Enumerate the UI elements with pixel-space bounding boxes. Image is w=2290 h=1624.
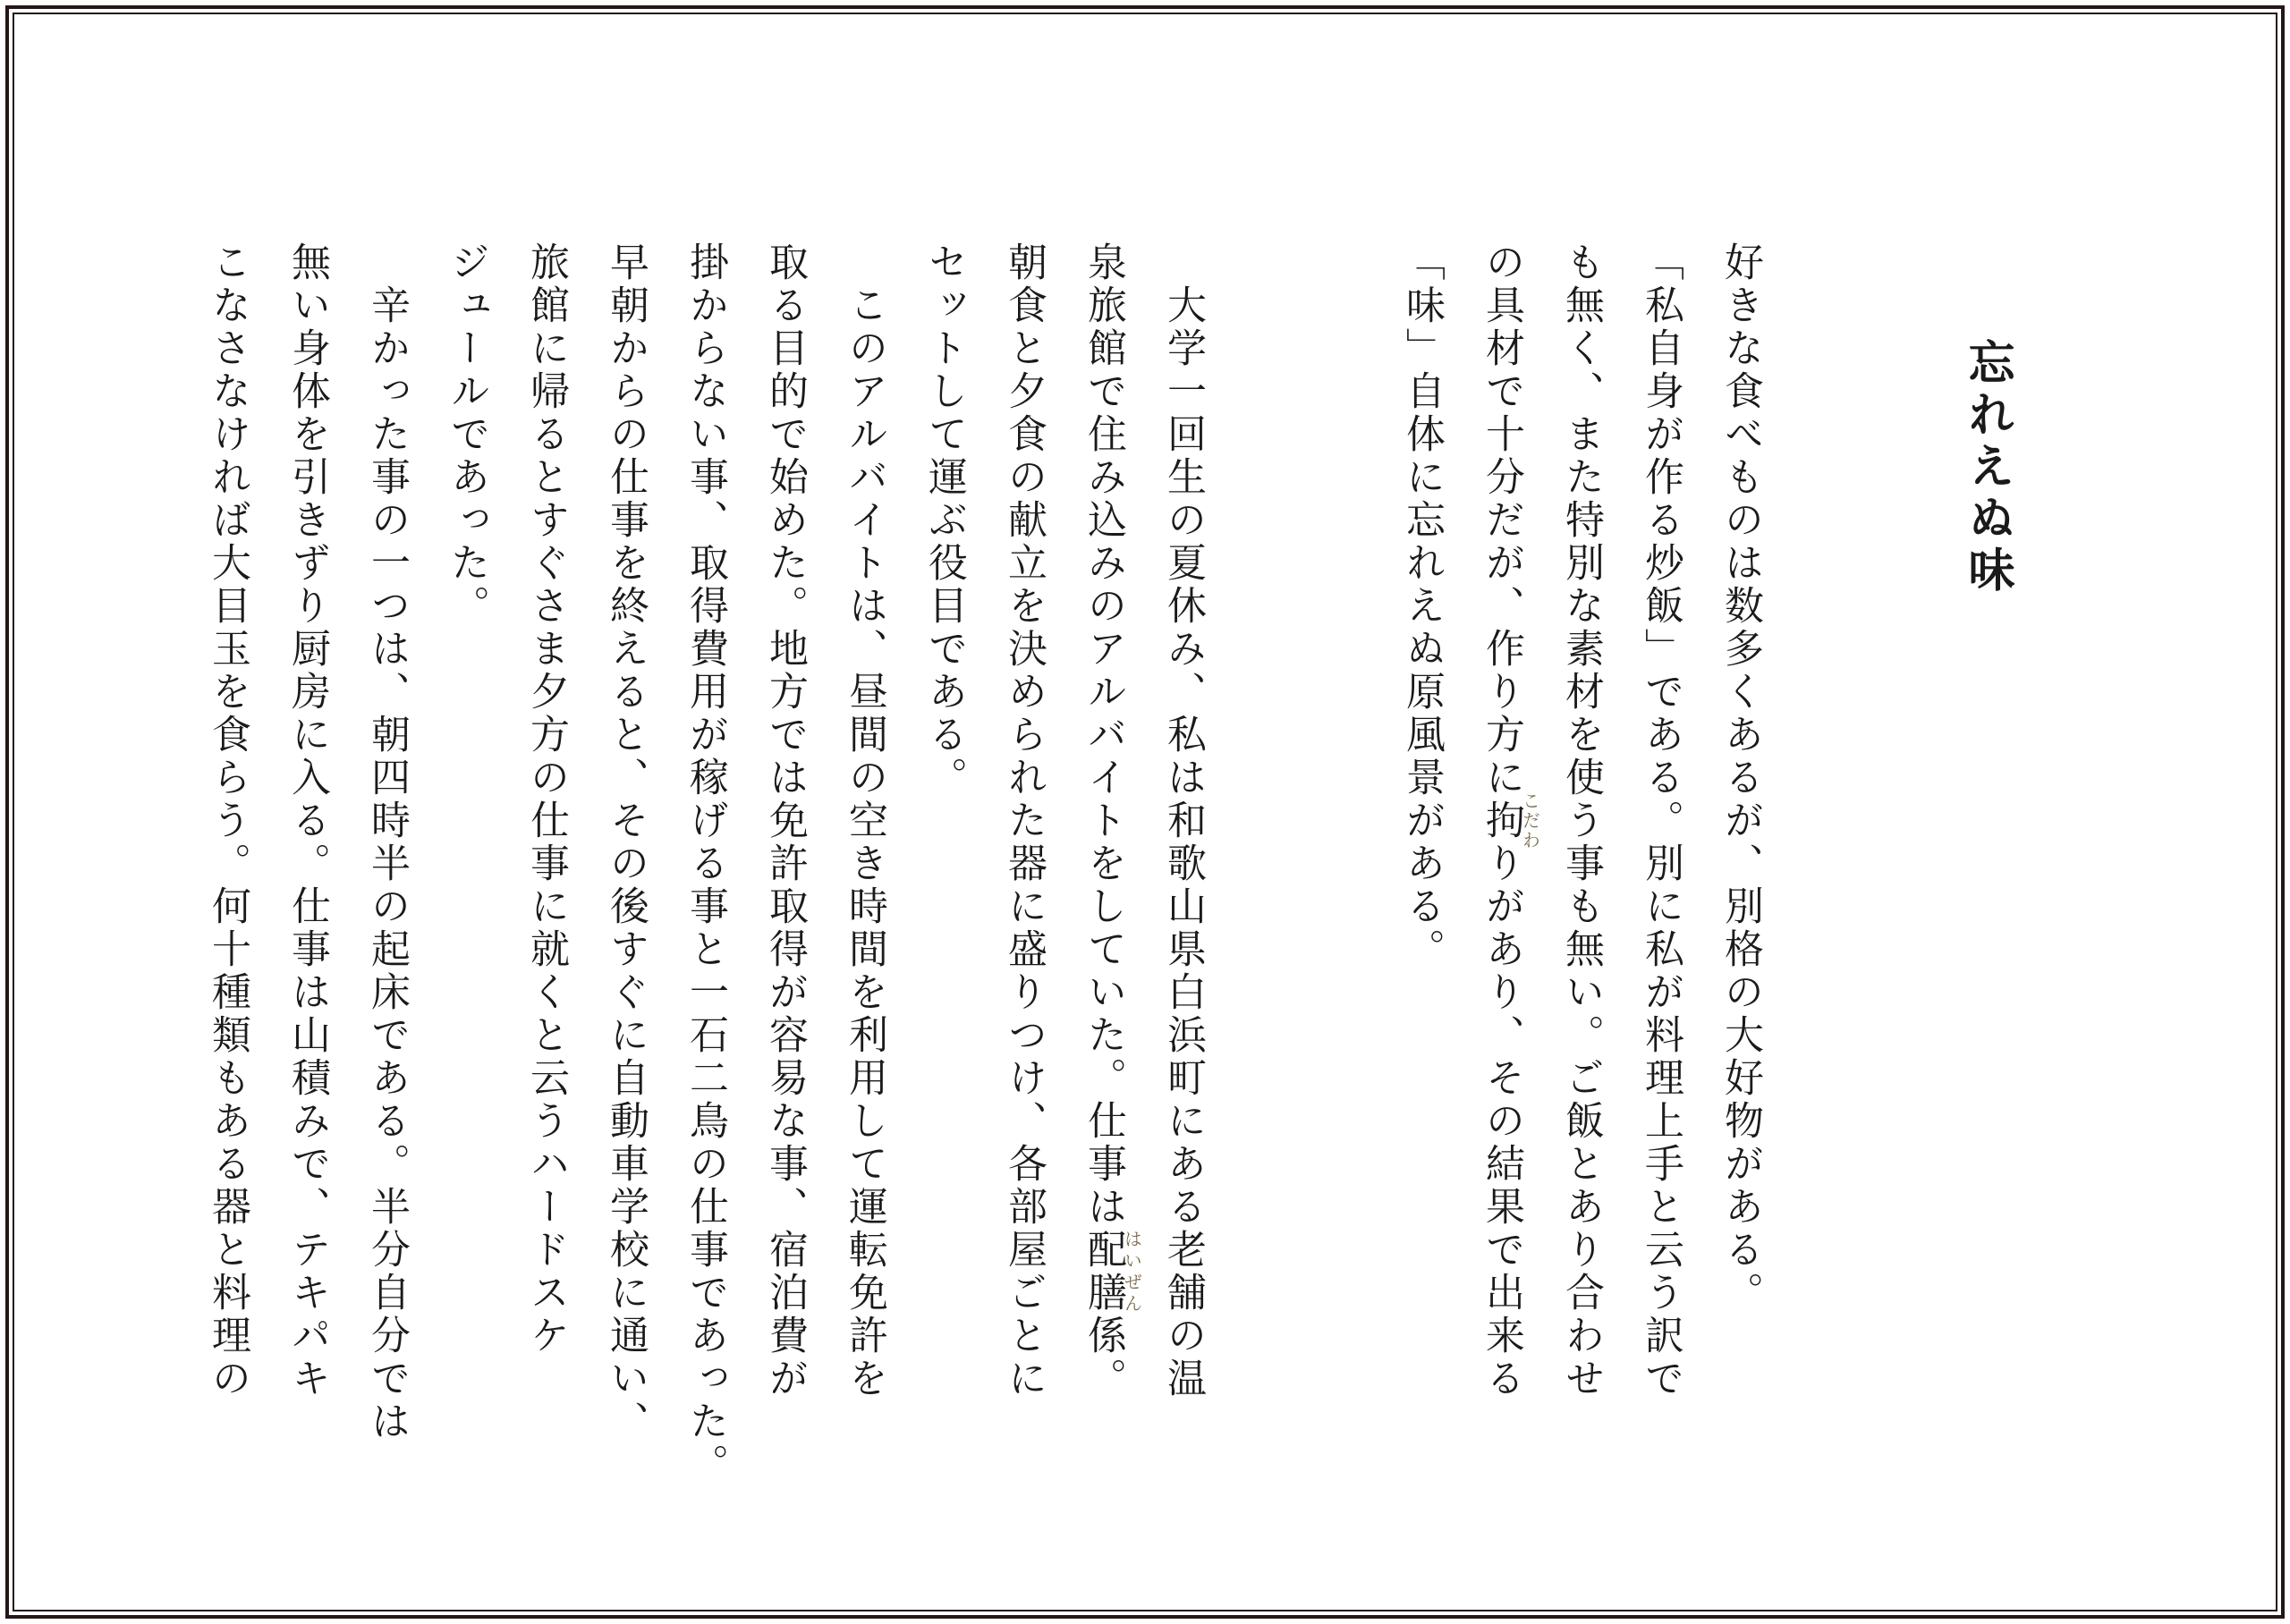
text-line: 旅館に帰るとすぐさま夕方の仕事に就くと云うハードスケ (523, 241, 569, 1358)
text-segment: 係。 (1081, 1315, 1126, 1400)
ruby-haizen (1081, 1229, 1143, 1315)
text-line: 辛かった事の一つは、朝四時半の起床である。半分自分では (364, 241, 410, 1443)
text-line: ジュールであった。 (444, 241, 489, 628)
ruby-reading: こだわ (1519, 791, 1541, 850)
text-line: このアルバイトは、昼間の空き時間を利用して運転免許を (842, 241, 887, 1400)
text-segment: りがあり、その結果で出来る (1479, 842, 1524, 1400)
text-line: 「私自身が作る炒飯」である。別に私が料理上手と云う訳で (1638, 241, 1684, 1400)
ruby-base: 配膳 (1081, 1229, 1126, 1315)
ruby-base: 拘 (1479, 791, 1524, 850)
text-line: も無く、また特別な素材を使う事も無い。ご飯とあり合わせ (1558, 241, 1604, 1400)
text-line: 掛からない事、取得費用が稼げる事と一石二鳥の仕事であった。 (683, 241, 728, 1486)
essay-body (188, 241, 1780, 1486)
text-segment: 泉旅館で住み込みのアルバイトをしていた。仕事は (1081, 241, 1126, 1229)
paragraph-gap (1223, 241, 1302, 1431)
text-line: 「味」自体に忘れえぬ原風景がある。 (1399, 241, 1445, 971)
text-line: 朝食と夕食の献立を決められた器に盛りつけ、各部屋ごとに (1001, 241, 1047, 1400)
paragraph-gap (1302, 241, 1382, 1431)
essay-title: 忘れえぬ味 (1960, 338, 2014, 597)
text-line (1064, 241, 1143, 1431)
ruby-kodawari (1479, 791, 1541, 850)
text-line: 無い身体を引きずり厨房に入る。仕事は山積みで、テキパキ (284, 241, 330, 1400)
text-line: 早朝からの仕事を終えると、その後すぐに自動車学校に通い、 (603, 241, 649, 1443)
text-line: 好きな食べものは数多くあるが、別格の大好物がある。 (1718, 241, 1763, 1315)
text-line: 取る目的で始めた。地方では免許取得が容易な事、宿泊費が (762, 241, 808, 1400)
text-line: 大学一回生の夏休み、私は和歌山県白浜町にある老舗の温 (1160, 241, 1206, 1400)
text-line (1462, 241, 1541, 1431)
text-line: セットして運ぶ役目である。 (921, 241, 967, 799)
text-line: こなさなければ大目玉を食らう。何十種類もある器と料理の (205, 241, 250, 1400)
ruby-reading: はいぜん (1121, 1229, 1143, 1315)
text-segment: の具材で十分だが、作り方に (1479, 241, 1524, 799)
